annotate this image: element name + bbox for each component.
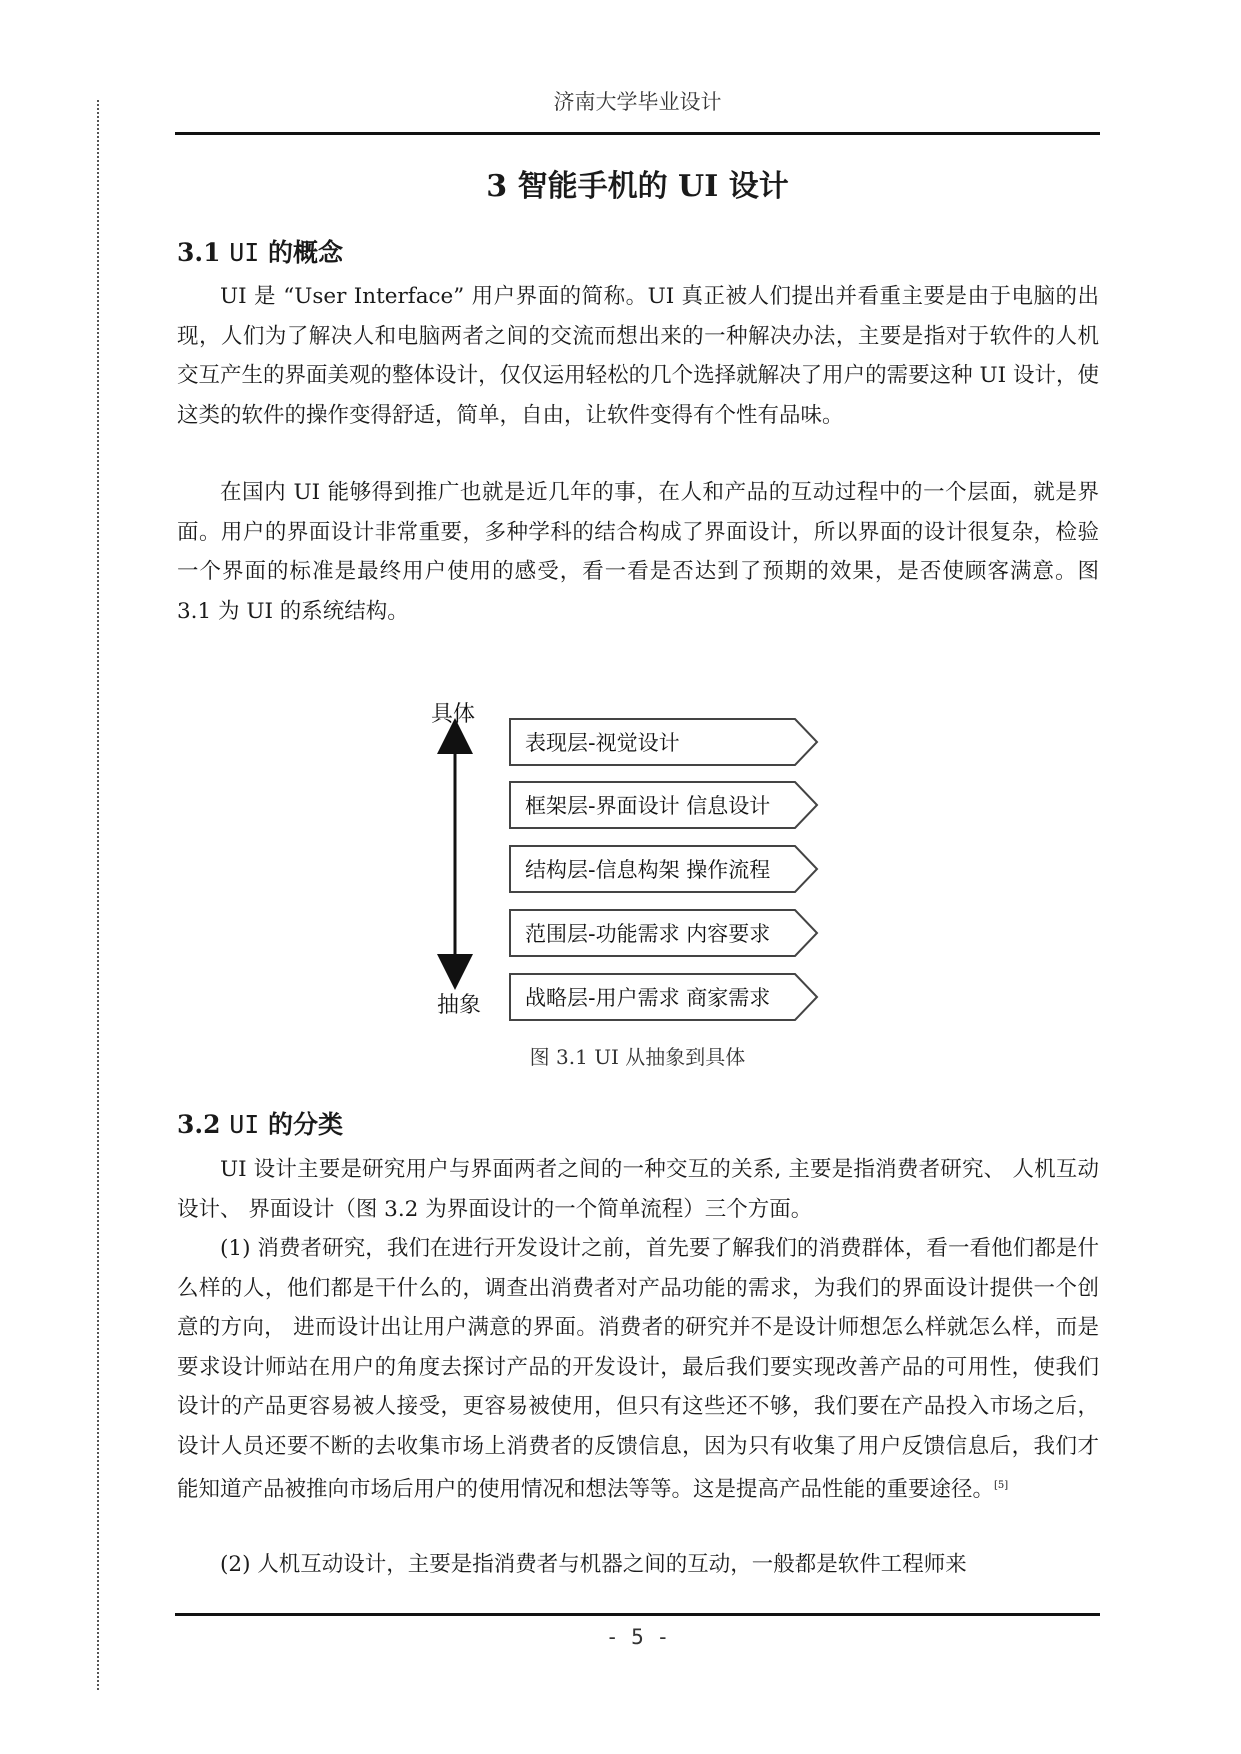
layer-structure [510,846,817,892]
header-rule [175,132,1100,135]
paragraph-ui-definition: UI 是 “User Interface” 用户界面的简称。UI 真正被人们提出并看重主要是由于电脑的出现，人们为了解决人和电脑两者之间的交流而想出来的一种解决办法，主要是指对于软件的人机交互产生的界面美观的整体设计，仅仅运用轻松的几个选择就解决了用户的需要这种 UI 设计，使这类的软件的操作变得舒适，简单，自由，让软件变得有个性有品味。 [177,284,1099,428]
svg-text:结构层-信息构架 操作流程: 结构层-信息构架 操作流程 [525,858,771,882]
svg-text:战略层-用户需求 商家需求: 战略层-用户需求 商家需求 [525,986,771,1010]
section-title-text: 的分类 [259,1110,344,1139]
chapter-title: 3 智能手机的 UI 设计 [486,169,789,204]
layer-strategy [510,974,817,1020]
section-title-text: 的概念 [259,238,344,267]
section-3-2-heading [177,1105,343,1141]
svg-text:表现层-视觉设计: 表现层-视觉设计 [525,731,680,755]
figure-ui-layers [425,694,905,1034]
svg-text:框架层-界面设计 信息设计: 框架层-界面设计 信息设计 [525,794,771,818]
page-number: - 5 - [605,1625,670,1649]
label-abstract: 抽象 [437,993,482,1018]
ui-layer-diagram [425,694,905,1034]
section-number: 3.1 [177,238,221,267]
paragraph-hci-design: (2) 人机互动设计，主要是指消费者与机器之间的互动，一般都是软件工程师来 [220,1552,967,1577]
citation-ref: [5] [994,1480,1009,1491]
layer-presentation [510,719,817,765]
paragraph-ui-domestic: 在国内 UI 能够得到推广也就是近几年的事，在人和产品的互动过程中的一个层面，就是界面。用户的界面设计非常重要，多种学科的结合构成了界面设计，所以界面的设计很复杂，检验一个界面的标准是最终用户使用的感受，看一看是否达到了预期的效果，是否使顾客满意。图 3.1 为 UI 的系统结构。 [177,480,1099,624]
svg-text:范围层-功能需求 内容要求: 范围层-功能需求 内容要求 [525,922,771,946]
layer-framework [510,782,817,828]
figure-caption: 图 3.1 UI 从抽象到具体 [529,1045,746,1069]
section-title-ui: UI [229,1110,260,1139]
footer-rule [175,1613,1100,1616]
section-title-ui: UI [229,238,260,267]
paragraph-consumer-research: (1) 消费者研究，我们在进行开发设计之前，首先要了解我们的消费群体，看一看他们都是什么样的人，他们都是干什么的，调查出消费者对产品功能的需求，为我们的界面设计提供一个创意的方向， 进而设计出让用户满意的界面。消费者的研究并不是设计师想怎么样就怎么样，而是要求设计师站在用户的角度去探讨产品的开发设计，最后我们要实现改善产品的可用性，使我们设计的产品更容易被人接受，更容易被使用，但只有这些还不够，我们要在产品投入市场之后，设计人员还要不断的去收集市场上消费者的反馈信息，因为只有收集了用户反馈信息后，我们才能知道产品被推向市场后用户的使用情况和想法等等。这是提高产品性能的重要途径。[5] [177,1236,1099,1503]
paragraph-ui-classification: UI 设计主要是研究用户与界面两者之间的一种交互的关系, 主要是指消费者研究、 人机互动设计、 界面设计（图 3.2 为界面设计的一个简单流程）三个方面。 [177,1157,1099,1222]
binding-margin-line [97,100,99,1690]
layer-scope [510,910,817,956]
section-3-1-heading [177,233,343,269]
section-number: 3.2 [177,1110,221,1139]
label-concrete: 具体 [431,702,476,727]
running-header: 济南大学毕业设计 [553,90,722,114]
